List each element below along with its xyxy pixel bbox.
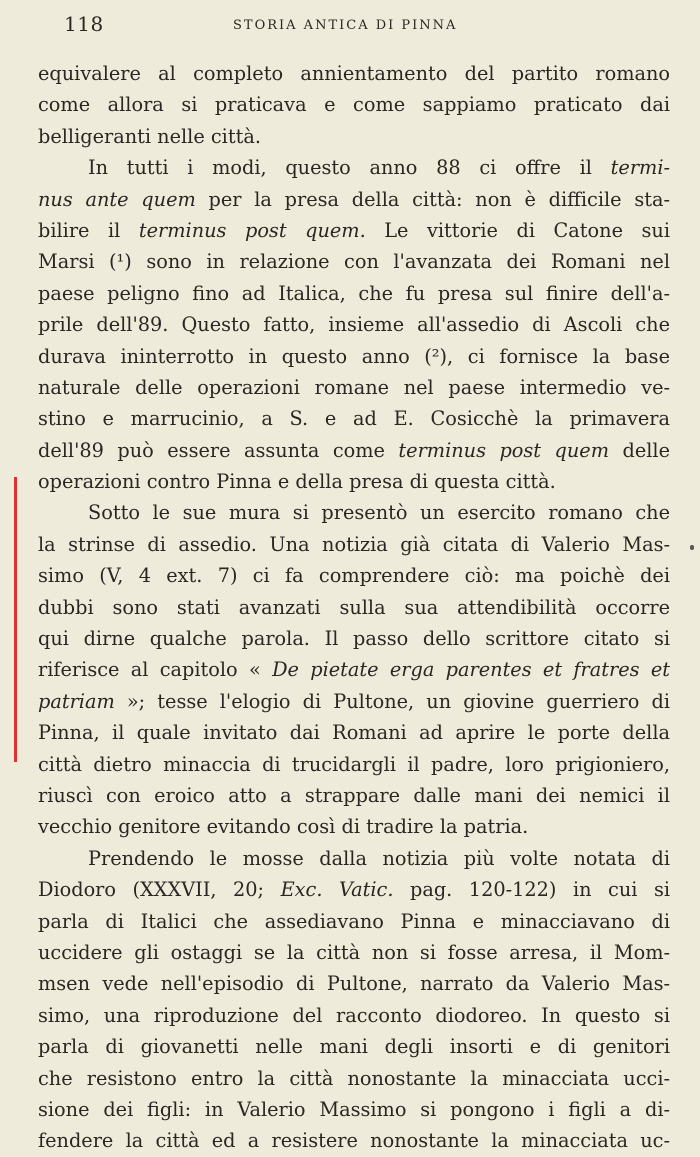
text-segment: riferisce al capitolo « (38, 658, 273, 682)
text-line (38, 372, 670, 403)
text-segment: vecchio genitore evitando così di tradire la patria. (38, 815, 529, 839)
text-line (38, 843, 670, 874)
text-segment: riuscì con eroico atto a strappare dalle mani dei nemici il (38, 783, 670, 807)
text-line (38, 874, 670, 905)
text-line (38, 968, 670, 999)
text-line (38, 560, 670, 591)
text-segment: Le vittorie di Catone sui (365, 218, 670, 242)
italic-text: terminus post quem (398, 438, 609, 462)
text-line (38, 1031, 670, 1062)
text-line (38, 1125, 670, 1156)
text-segment: stino e marrucinio, a S. e ad E. Cosicchè la primavera (38, 407, 670, 431)
text-segment: equivalere al completo annientamento del partito romano (38, 62, 670, 85)
text-line (38, 152, 670, 183)
text-segment: che resistono entro la città nonostante la minacciata ucci- (38, 1066, 670, 1090)
italic-text: Exc. Vatic. (280, 878, 394, 902)
text-line (38, 717, 670, 748)
text-segment: belligeranti nelle città. (38, 124, 261, 148)
text-line (38, 58, 670, 89)
text-segment: naturale delle operazioni romane nel paese intermedio ve- (38, 375, 670, 399)
text-line (38, 435, 670, 466)
text-line (38, 466, 670, 497)
text-segment: msen vede nell'episodio di Pultone, narrato da Valerio Mas- (38, 972, 670, 996)
text-segment: parla di giovanetti nelle mani degli insorti e di genitori (38, 1035, 670, 1059)
text-line (38, 1094, 670, 1125)
text-segment: Pinna, il quale invitato dai Romani ad aprire le porte della (38, 721, 670, 745)
text-segment: paese peligno fino ad Italica, che fu presa sul finire dell'a- (38, 281, 670, 305)
text-segment: sione dei figli: in Valerio Massimo si pongono i figli a di- (38, 1097, 670, 1121)
italic-text: terminus post quem. (138, 218, 366, 242)
text-segment: come allora si praticava e come sappiamo praticato dai (38, 93, 670, 117)
running-head: STORIA ANTICA DI PINNA (233, 18, 458, 33)
text-line (38, 686, 670, 717)
text-segment: prile dell'89. Questo fatto, insieme all'assedio di Ascoli che (38, 313, 670, 337)
text-segment: simo (V, 4 ext. 7) ci fa comprendere ciò: ma poichè dei (38, 564, 670, 588)
text-line (38, 937, 670, 968)
text-line (38, 780, 670, 811)
text-segment: la strinse di assedio. Una notizia già citata di Valerio Mas- (38, 532, 670, 556)
text-segment: Sotto le sue mura si presentò un esercito romano che (88, 501, 670, 525)
italic-text: termi- (610, 156, 670, 180)
text-segment: delle (609, 438, 670, 462)
text-line (38, 121, 670, 152)
text-line (38, 906, 670, 937)
text-segment: città dietro minaccia di trucidargli il padre, loro prigioniero, (38, 752, 670, 776)
text-segment: parla di Italici che assediavano Pinna e minacciavano di (38, 909, 670, 933)
text-segment: per la presa della città: non è difficile sta- (195, 187, 670, 211)
italic-text: De pietate erga parentes et fratres et (272, 658, 670, 682)
text-line (38, 403, 670, 434)
text-segment: dubbi sono stati avanzati sulla sua attendibilità occorre (38, 595, 670, 619)
text-segment: Marsi (¹) sono in relazione con l'avanzata dei Romani nel (38, 250, 670, 274)
text-segment: bilire il (38, 218, 139, 242)
text-segment: fendere la città ed a resistere nonostante la minacciata uc- (38, 1129, 670, 1153)
text-line (38, 811, 670, 842)
text-line (38, 278, 670, 309)
text-line (38, 749, 670, 780)
text-segment: simo, una riproduzione del racconto diodoreo. In questo si (38, 1003, 670, 1027)
text-segment: uccidere gli ostaggi se la città non si fosse arresa, il Mom- (38, 940, 670, 964)
text-line (38, 654, 670, 685)
text-line (38, 592, 670, 623)
page-header (38, 8, 662, 42)
text-segment: dell'89 può essere assunta come (38, 438, 399, 462)
page-number: 118 (64, 12, 104, 36)
body-text (38, 58, 670, 1157)
text-segment: operazioni contro Pinna e della presa di questa città. (38, 470, 556, 494)
italic-text: nus ante quem (38, 187, 196, 211)
text-line (38, 1063, 670, 1094)
margin-highlight-mark (14, 477, 17, 762)
text-segment: pag. 120-122) in cui si (393, 878, 670, 902)
text-segment: In tutti i modi, questo anno 88 ci offre il (88, 156, 611, 180)
text-segment: qui dirne qualche parola. Il passo dello scrittore citato si (38, 627, 670, 651)
italic-text: patriam (38, 689, 115, 713)
text-segment: Diodoro (XXXVII, 20; (38, 878, 281, 902)
text-segment: Prendendo le mosse dalla notizia più volte notata di (88, 846, 670, 870)
text-line (38, 1000, 670, 1031)
text-line (38, 497, 670, 528)
text-segment: durava ininterrotto in questo anno (²), ci fornisce la base (38, 344, 670, 368)
text-line (38, 184, 670, 215)
ink-speck (690, 545, 694, 550)
text-line (38, 341, 670, 372)
text-line (38, 529, 670, 560)
text-line (38, 89, 670, 120)
text-line (38, 246, 670, 277)
text-line (38, 309, 670, 340)
text-segment: »; tesse l'elogio di Pultone, un giovine guerriero di (114, 689, 670, 713)
text-line (38, 215, 670, 246)
text-line (38, 623, 670, 654)
